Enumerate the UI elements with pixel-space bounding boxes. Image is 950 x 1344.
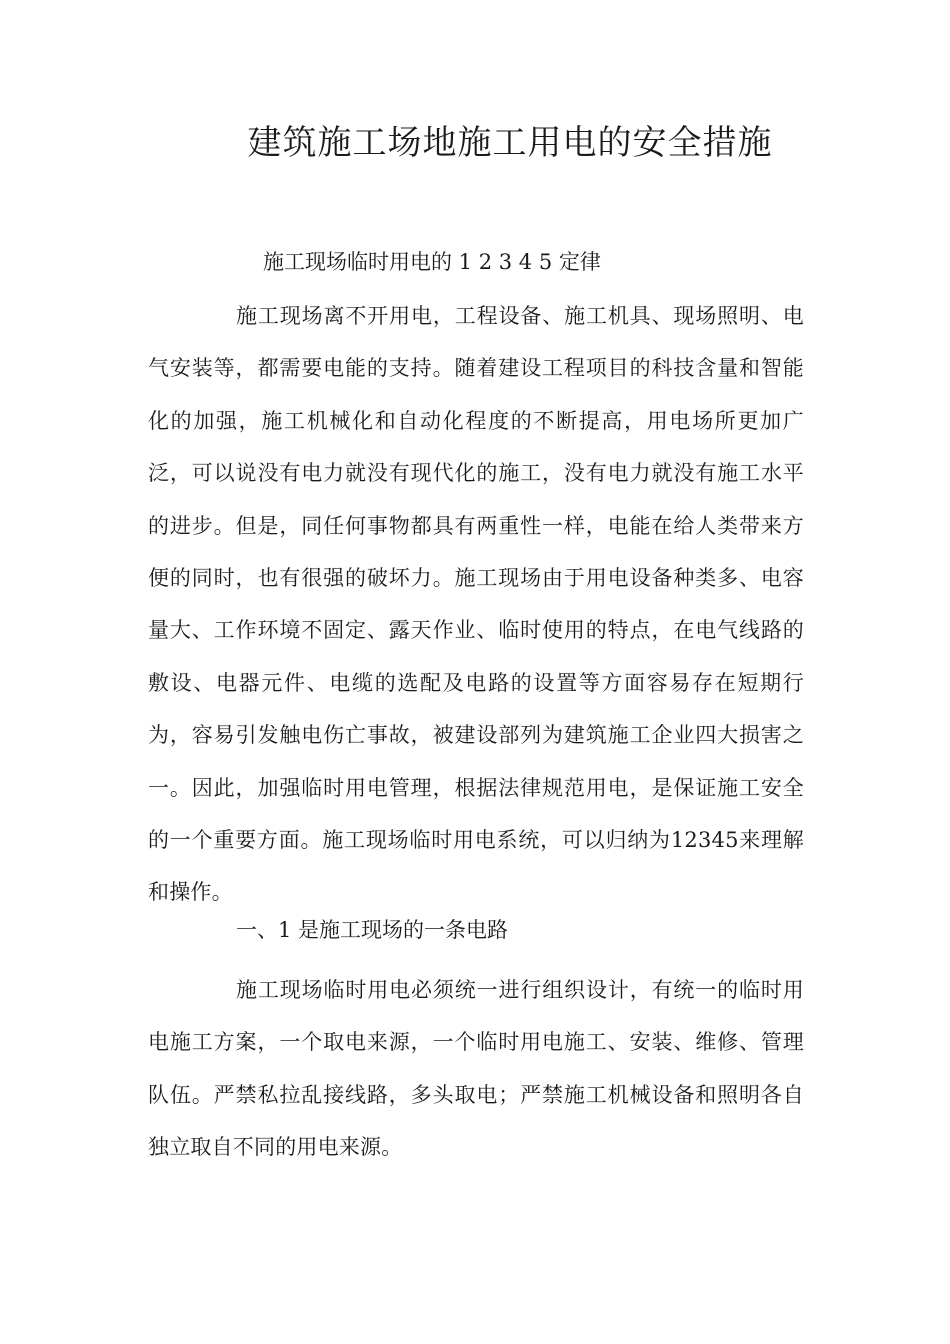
document-title: 建筑施工场地施工用电的安全措施 [247,123,773,163]
body-paragraph-2: 施工现场临时用电必须统一进行组织设计，有统一的临时用电施工方案，一个取电来源，一个临时用电施工、安装、维修、管理队伍。严禁私拉乱接线路，多头取电；严禁施工机械设备和照明各自独立取自不同的用电来源。 [148,978,804,1160]
section-heading-1: 一、1 是施工现场的一条电路 [236,918,509,942]
body-paragraph-1: 施工现场离不开用电，工程设备、施工机具、现场照明、电气安装等，都需要电能的支持。随着建设工程项目的科技含量和智能化的加强，施工机械化和自动化程度的不断提高，用电场所更加广泛，可以说没有电力就没有现代化的施工，没有电力就没有施工水平的进步。但是，同任何事物都具有两重性一样，电能在给人类带来方便的同时，也有很强的破坏力。施工现场由于用电设备种类多、电容量大、工作环境不固定、露天作业、临时使用的特点，在电气线路的敷设、电器元件、电缆的选配及电路的设置等方面容易存在短期行为，容易引发触电伤亡事故，被建设部列为建筑施工企业四大损害之一。因此，加强临时用电管理，根据法律规范用电，是保证施工安全的一个重要方面。施工现场临时用电系统，可以归纳为12345来理解和操作。 [148,304,804,905]
document-subtitle: 施工现场临时用电的 1 2 3 4 5 定律 [263,250,601,274]
